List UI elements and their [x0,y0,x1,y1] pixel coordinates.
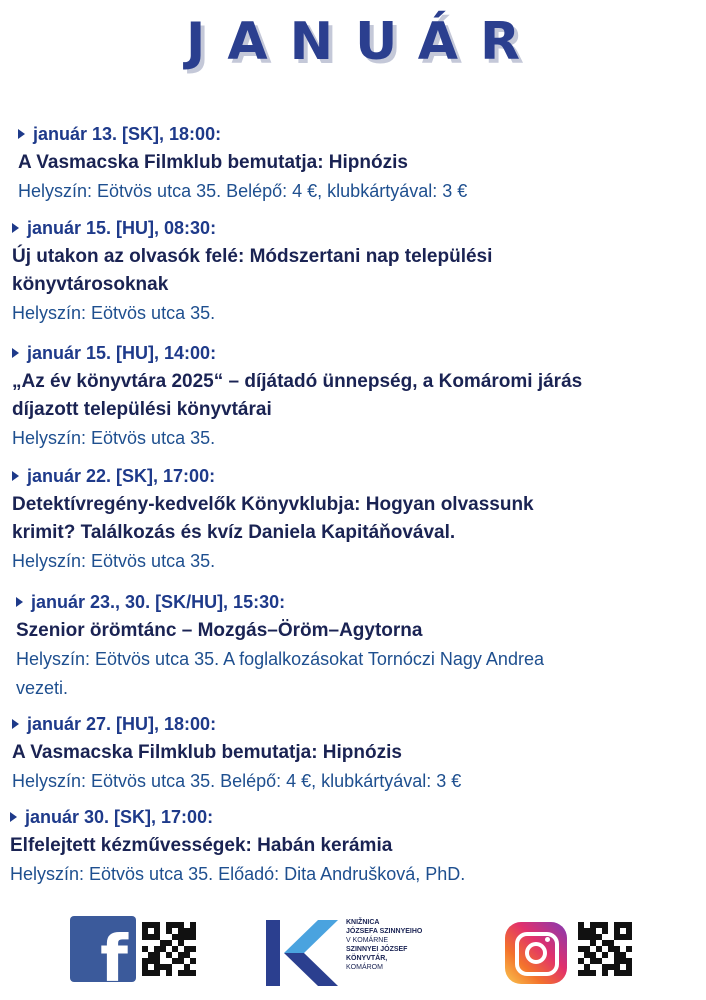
event-item [18,119,706,206]
event-name-line: krimit? Találkozás és kvíz Daniela Kapitáňovával. [12,522,456,543]
event-date: január 27. [HU], 18:00: [12,709,702,739]
event-place: Helyszín: Eötvös utca 35. Belépő: 4 €, klubkártyával: 3 € [12,771,462,791]
triangle-bullet-icon [12,348,19,358]
event-place-line: vezeti. [16,678,69,698]
event-date: január 22. [SK], 17:00: [12,461,702,491]
logo-line: KNIŽNICA [346,919,380,926]
triangle-bullet-icon [12,719,19,729]
event-item [12,213,702,328]
triangle-bullet-icon [16,597,23,607]
event-item [12,709,702,796]
logo-line: KOMÁROM [346,964,383,971]
event-item [10,802,700,889]
event-name: A Vasmacska Filmklub bemutatja: Hipnózis [18,152,408,173]
event-date: január 13. [SK], 18:00: [18,119,706,149]
event-name-line: „Az év könyvtára 2025“ – díjátadó ünnepség, a Komáromi járás [12,371,583,392]
event-date: január 15. [HU], 08:30: [12,213,702,243]
event-place: Helyszín: Eötvös utca 35. Belépő: 4 €, klubkártyával: 3 € [18,181,468,201]
event-place: Helyszín: Eötvös utca 35. Előadó: Dita Andrušková, PhD. [10,864,466,884]
event-date: január 15. [HU], 14:00: [12,338,702,368]
logo-line: JÓZSEFA SZINNYEIHO [346,928,423,935]
event-place: Helyszín: Eötvös utca 35. [12,551,216,571]
event-item [16,587,706,703]
triangle-bullet-icon [12,471,19,481]
triangle-bullet-icon [12,223,19,233]
instagram-icon[interactable] [505,922,567,984]
footer [0,910,706,990]
event-date: január 30. [SK], 17:00: [10,802,700,832]
facebook-qr-code [142,922,196,976]
event-place-line: Helyszín: Eötvös utca 35. A foglalkozásokat Tornóczi Nagy Andrea [16,649,544,669]
logo-line: KÖNYVTÁR, [346,955,388,962]
triangle-bullet-icon [10,812,17,822]
event-item [12,338,702,453]
event-place: Helyszín: Eötvös utca 35. [12,428,216,448]
event-place: Helyszín: Eötvös utca 35. [12,303,216,323]
page-title: JANUÁR [185,12,543,72]
logo-line: V KOMÁRNE [346,937,389,944]
instagram-qr-code [578,922,632,976]
library-logo-text [346,918,456,972]
logo-line: SZINNYEI JÓZSEF [346,946,408,953]
event-name-line: könyvtárosoknak [12,274,169,295]
library-logo-icon [266,920,340,986]
event-name-line: Detektívregény-kedvelők Könyvklubja: Hogyan olvassunk [12,494,534,515]
facebook-icon[interactable]: f [70,916,136,982]
event-name: A Vasmacska Filmklub bemutatja: Hipnózis [12,742,402,763]
event-name: Szenior örömtánc – Mozgás–Öröm–Agytorna [16,620,423,641]
event-date: január 23., 30. [SK/HU], 15:30: [16,587,706,617]
event-name-line: díjazott települési könyvtárai [12,399,272,420]
event-name-line: Új utakon az olvasók felé: Módszertani nap települési [12,246,493,267]
event-name: Elfelejtett kézművességek: Habán kerámia [10,835,393,856]
triangle-bullet-icon [18,129,25,139]
event-item [12,461,702,576]
